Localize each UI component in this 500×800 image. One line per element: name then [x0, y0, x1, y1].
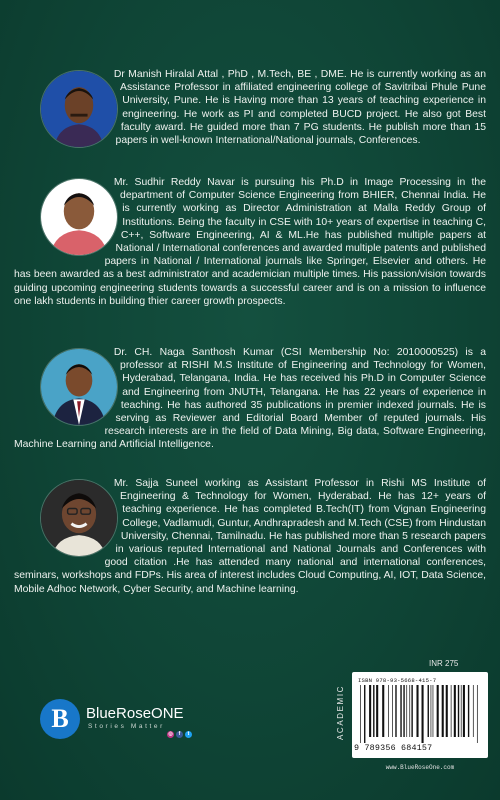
- barcode-bar: [454, 685, 456, 737]
- barcode-bar: [392, 685, 393, 737]
- author-photo-2: [40, 178, 118, 256]
- barcode-bar: [406, 685, 407, 737]
- publisher-logo-letter: B: [51, 704, 69, 733]
- barcode-bar: [364, 685, 365, 743]
- author-bio-4: [14, 477, 486, 596]
- barcode-bar: [468, 685, 469, 737]
- barcode-bar: [428, 685, 429, 737]
- barcode-bar: [431, 685, 432, 737]
- publisher-url: www.BlueRoseOne.com: [385, 764, 455, 771]
- author-bio-3: [14, 346, 486, 452]
- author-bio-2: [14, 176, 486, 308]
- isbn-barcode-box: [352, 672, 488, 758]
- barcode-bar: [422, 685, 424, 743]
- publisher-name-part1: BlueRose: [86, 705, 152, 722]
- publisher-logo-circle: [40, 699, 80, 739]
- publisher-logo: [40, 699, 200, 743]
- category-label: ACADEMIC: [336, 684, 345, 740]
- barcode-bar: [373, 685, 374, 737]
- barcode-bar: [458, 685, 459, 737]
- author-bio-text: Dr Manish Hiralal Attal , PhD , M.Tech, BE , DME. He is currently working as an Assistance Professor in affiliated engineering college of Savitribai Phule Pune University, Pune. He is Having more than 13 years of teaching experience in engineering. He work as PI and completed BUCD project. He also got Best faculty award. He guided more than 7 PG students. He publish more than 15 papers in well-known International/National journals, Conferences.: [113, 69, 486, 147]
- barcode-bar: [446, 685, 448, 737]
- author-photo-3: [40, 348, 118, 426]
- barcode-bar: [416, 685, 418, 737]
- barcode-bar: [411, 685, 412, 737]
- author-bio-1: [14, 68, 486, 150]
- barcode-bar: [473, 685, 474, 737]
- barcode-digits: 9 789356 684157: [354, 743, 433, 753]
- barcode-bar: [437, 685, 439, 737]
- publisher-tagline: Stories Matter: [88, 723, 165, 730]
- barcode-bar: [403, 685, 404, 737]
- barcode-bar: [463, 685, 465, 737]
- barcode-bar: [433, 685, 434, 737]
- author-photo-1: [40, 70, 118, 148]
- barcode-bar: [409, 685, 410, 737]
- barcode-bar: [461, 685, 462, 737]
- barcode-bar: [442, 685, 444, 737]
- barcode-bar: [400, 685, 401, 737]
- social-icons: [167, 731, 192, 738]
- publisher-name: [86, 705, 184, 722]
- facebook-icon: f: [176, 731, 183, 738]
- isbn-text: ISBN 978-93-5668-415-7: [358, 677, 437, 684]
- twitter-icon: t: [185, 731, 192, 738]
- barcode-bar: [382, 685, 384, 737]
- barcode-bar: [360, 685, 361, 743]
- author-photo-4: [40, 479, 118, 557]
- author-bio-text: Dr. CH. Naga Santhosh Kumar (CSI Membership No: 2010000525) is a professor at RISHI M.S Institute of Engineering and Technology for Women, Hyderabad, Telangana, India. He has received his Ph.D in Computer Science and Engineering from JNUTH, Telangana. He has 22 years of experience in teaching. He has authored 35 publications in premier indexed journals. He is serving as Reviewer and Editorial Board Member of reputed journals. His research interests are in the field of Data Mining, Big data, Software Engineering, Machine Learning and Artificial Intelligence.: [14, 347, 486, 451]
- price-label: INR 275: [429, 659, 459, 668]
- barcode-graphic: [360, 685, 480, 743]
- barcode-bar: [369, 685, 371, 737]
- instagram-icon: ◎: [168, 731, 173, 737]
- barcode-bar: [376, 685, 378, 737]
- barcode-bar: [477, 685, 478, 743]
- publisher-name-part2: ONE: [151, 705, 184, 722]
- barcode-bar: [388, 685, 389, 737]
- author-bio-text: Mr. Sajja Suneel working as Assistant Professor in Rishi MS Institute of Engineering & Technology for Women, Hyderabad. He has 12+ years of teaching experience. He has completed B.Tech(IT) from Vignan Engineering College, Vadlamudi, Guntur, Andhrapradesh and M.Tech (CSE) from Hindustan University, Chennai, Tamilnadu. He has published more than 5 research papers in various reputed International and National Journals and Conferences with good citation .He has attended many national and international conferences, seminars, workshops and FDPs. His area of interest includes Cloud Computing, AI, IOT, Data Science, Mobile Adhoc Network, Cyber Security, and Machine learning.: [14, 478, 486, 595]
- barcode-bar: [395, 685, 396, 737]
- barcode-bar: [451, 685, 452, 737]
- author-bio-text: Mr. Sudhir Reddy Navar is pursuing his Ph.D in Image Processing in the department of Computer Science Engineering from BHIER, Chennai India. He is currently working as Director Administration at Malla Reddy Group of Institutions. Being the faculty in CSE with 10+ years of expertise in teaching C, C++, Software Engineering, AI & ML.He has published multiple papers at National / International conferences and awarded multiple patents and published papers in National / International journals like Springer, Elsevier and others. He has been awarded as a best administrator and academician multiple times. His passion/vision towards guiding upcoming engineering students towards a successful career and is on a mission to influence one lakh students in building thier career growth prospects.: [14, 177, 486, 307]
